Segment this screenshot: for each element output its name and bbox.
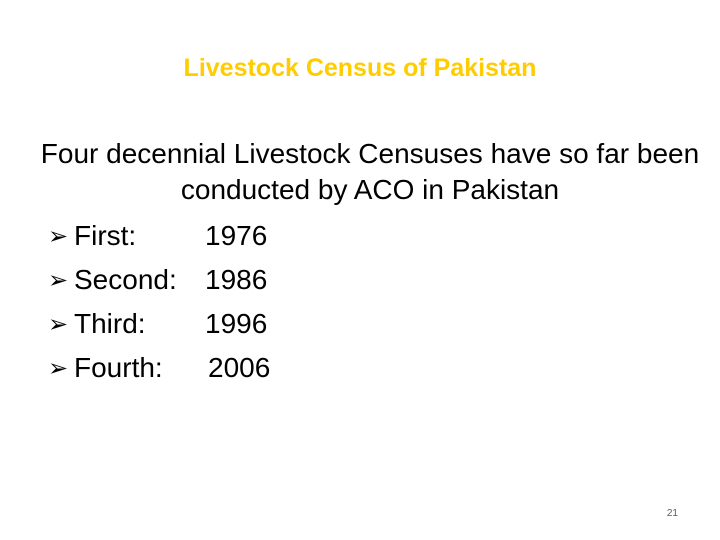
- census-year: 1986: [205, 264, 268, 295]
- census-year: 1976: [205, 220, 268, 251]
- arrow-bullet-icon: ➢: [48, 354, 69, 382]
- census-label: First:: [74, 220, 137, 251]
- intro-text: Four decennial Livestock Censuses have so far been conducted by ACO in Pakistan: [40, 138, 700, 205]
- census-label: Second:: [74, 264, 177, 295]
- census-item-second: [48, 262, 448, 306]
- census-item-fourth: [48, 350, 448, 394]
- census-label: Third:: [74, 308, 146, 339]
- slide-title: Livestock Census of Pakistan: [183, 54, 537, 82]
- census-item-first: [48, 218, 448, 262]
- page-number: 21: [666, 508, 678, 519]
- arrow-bullet-icon: ➢: [48, 266, 69, 294]
- arrow-bullet-icon: ➢: [48, 222, 69, 250]
- census-item-third: [48, 306, 448, 350]
- census-list: [48, 218, 448, 394]
- arrow-bullet-icon: ➢: [48, 310, 69, 338]
- census-label: Fourth:: [74, 352, 163, 383]
- census-year: 2006: [208, 352, 271, 383]
- census-year: 1996: [205, 308, 268, 339]
